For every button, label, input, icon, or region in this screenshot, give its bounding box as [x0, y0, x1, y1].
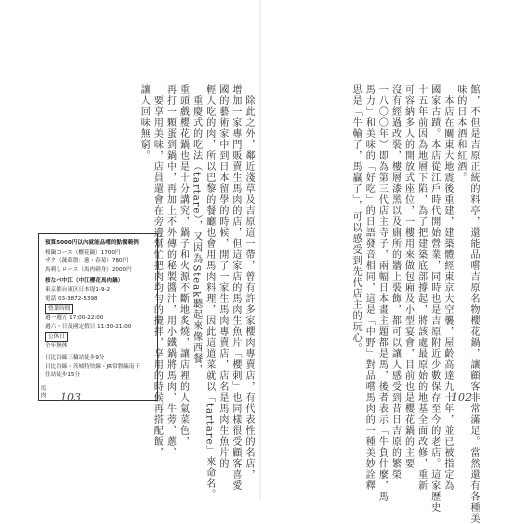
- text-column: 國的藝術家中到日本留學的時候，開了一家生馬肉專賣店，店名是馬肉生魚片的: [216, 84, 228, 469]
- page-number-left: 103: [60, 391, 81, 404]
- menu-line: 馬刺しロース（馬肉刺身）2000円: [45, 266, 132, 273]
- text-column: 要享用美味，店員還會在旁邊幫忙把肉均勻的攪拌，享用的時候再搭配飯，: [151, 84, 163, 458]
- section-label: 馬肉: [39, 385, 46, 399]
- hours-label: 營業時間: [45, 304, 73, 314]
- text-column: 馬力」和美味的「好吃」的日語發音相同，這是「中野」對品嚐馬肉的一種美妙詮釋: [363, 84, 375, 491]
- text-column: 本店在關東大地震後重建，建築體經東京大空襲，屋齡高達九十年，並已被指定為: [441, 84, 453, 491]
- page-number-right: 102: [451, 391, 472, 404]
- menu-line: ザク（蔬菜盤：葱・春菊）780円: [45, 258, 129, 265]
- shop-phone: 電話 03-3872-5398: [45, 295, 98, 302]
- text-column: 除此之外，鄰近淺草及吉原這一帶，曾有許多家櫻肉專賣店，有代表性的名店，: [243, 84, 254, 480]
- page-gutter: [259, 0, 261, 500]
- access-line: 日比谷線・茨城特快線・JR常磐線南千: [45, 363, 141, 370]
- text-column: 沒有經過改裝，樓層漆黑以及廁所的牆上裝飾，都可以讓人感受到昔日吉原的繁榮: [389, 84, 401, 480]
- text-column: 可容納多人的開放式座位，一樓用來做包廂及小型宴會，目前也是櫻花鍋的主要: [402, 84, 414, 469]
- text-column: 重慶式的吃法（tartare），又因為Steak聽起來像西餐，: [190, 84, 202, 376]
- hours-line: 週六・日及國定假日 11:30-21:00: [45, 323, 132, 330]
- closed-label: 公休日: [45, 332, 68, 342]
- text-column: 再打一顆蛋到鍋中，再加上不外傳的秘製醬汁，用小鐵鍋將馬肉、牛蒡、蔥、: [164, 84, 176, 458]
- menu-line: 桜鍋コース（櫻花鍋）1700円: [45, 249, 121, 256]
- closed-value: 全年無休: [45, 343, 68, 350]
- text-column: 國家古蹟。本店從江戶時代開始營業，同時也是吉原附近少數保存至今的老店。這家歷史: [428, 84, 440, 513]
- text-column: 味的日本酒和紅酒。: [454, 84, 466, 183]
- access-line: 住站徒步15分: [45, 372, 81, 379]
- text-column: 十五年前因為地層下陷，為了把建築底部撐起，將該處最原始的地基全面改修，重新: [415, 84, 427, 491]
- info-box: [38, 233, 158, 401]
- hours-line: 週一週五 17:00-22:00: [45, 315, 104, 322]
- text-column: 思是「牛輸了，馬贏了」，可以感受到先代店主的玩心。: [350, 84, 362, 354]
- text-column: 讓人回味無窮。: [138, 84, 150, 161]
- text-column: 增加一家專門販賣生馬肉的店，但這家店的馬肉生魚片「櫻刺」也同樣很受顧客喜愛: [229, 84, 241, 491]
- right-page-body: [349, 84, 480, 524]
- text-column: 重頭戲櫻花鍋也是十分講究，鍋子和火源不斷地炙燒，讓店裡的人氣菜色，: [177, 84, 189, 447]
- access-line: 日比谷線三輪站徒步9分: [45, 354, 105, 361]
- shop-name: 桜なべ中江（中江櫻花馬肉鍋）: [45, 278, 124, 285]
- text-column: 館，不但是吉原正統的料亭，還能品嚐吉原名物櫻花鍋，讓顧客非常滿足。當然還有各種美: [468, 84, 479, 524]
- shop-address: 東京都台東区日本堤1-9-2: [45, 286, 111, 293]
- info-box-title: 預算5000円以內就能品嚐的點餐範例: [45, 240, 139, 246]
- text-column: 輕人吃的肉，所以巴黎的餐廳也會用馬肉料理，因此這道菜就以「tartare」來命名。: [203, 84, 215, 501]
- text-column: 一八〇〇年）即為第三代店主寺子，兩幅日本畫主題都是馬，後者表示「牛負什麼，馬: [376, 84, 388, 502]
